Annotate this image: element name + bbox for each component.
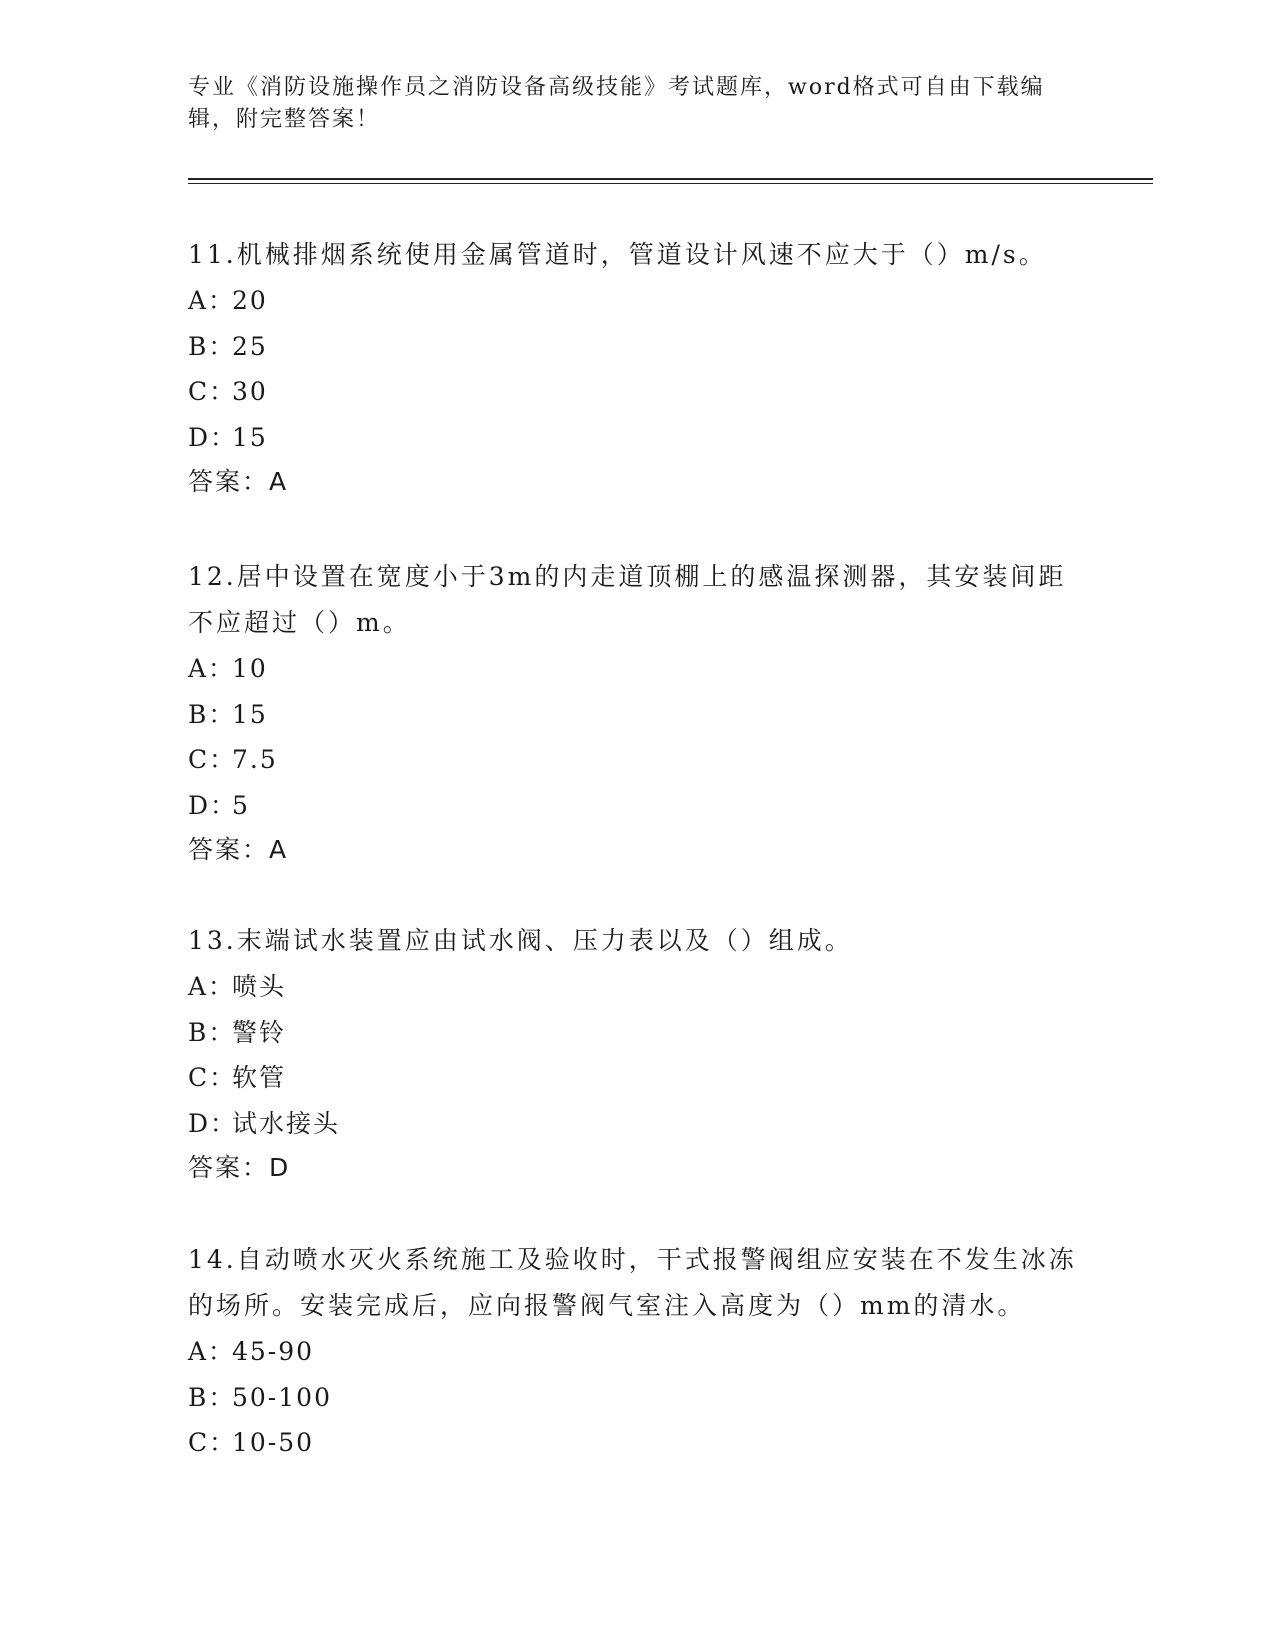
option-value: 喷头 (232, 972, 287, 1001)
option-key: A： (188, 286, 236, 315)
option-key: B： (188, 1017, 236, 1047)
answer: 答案：D (188, 1153, 291, 1182)
option-value: 20 (232, 286, 268, 315)
option-key: B： (188, 331, 236, 361)
option-value: 软管 (232, 1063, 287, 1092)
option-value: 7.5 (232, 745, 278, 774)
option-value: 10-50 (232, 1428, 315, 1457)
option-b (188, 1375, 1088, 1421)
option-c (188, 737, 1088, 783)
option-key: B： (188, 1382, 236, 1412)
option-d (188, 1101, 1088, 1147)
question-text: 11.机械排烟系统使用金属管道时，管道设计风速不应大于（）m/s。 (188, 240, 1047, 269)
option-value: 试水接头 (232, 1108, 341, 1138)
answer: 答案：A (188, 467, 289, 496)
question-text: 12.居中设置在宽度小于3m的内走道顶棚上的感温探测器，其安装间距不应超过（）m。 (188, 562, 1067, 637)
option-key: C： (188, 1428, 237, 1457)
option-a (188, 1329, 1088, 1375)
option-c (188, 1055, 1088, 1101)
option-key: C： (188, 745, 237, 774)
option-key: A： (188, 654, 236, 683)
question-11 (188, 232, 1088, 504)
option-b (188, 692, 1088, 738)
answer: 答案：A (188, 835, 289, 864)
option-value: 5 (232, 790, 250, 820)
document-header: 专业《消防设施操作员之消防设备高级技能》考试题库，word格式可自由下载编辑，附完整答案！ (188, 75, 1045, 132)
option-key: D： (188, 790, 238, 820)
question-text: 14.自动喷水灭火系统施工及验收时，干式报警阀组应安装在不发生冰冻的场所。安装完成后，应向报警阀气室注入高度为（）mm的清水。 (188, 1245, 1077, 1320)
question-13 (188, 918, 1088, 1190)
option-key: A： (188, 972, 236, 1001)
option-value: 警铃 (232, 1017, 287, 1047)
question-14 (188, 1237, 1088, 1466)
header-divider (188, 178, 1153, 180)
option-key: C： (188, 1063, 237, 1092)
option-a (188, 278, 1088, 324)
option-value: 15 (232, 699, 268, 729)
option-value: 30 (232, 377, 268, 406)
option-d (188, 415, 1088, 461)
option-value: 45-90 (232, 1337, 315, 1366)
option-key: C： (188, 377, 237, 406)
option-b (188, 324, 1088, 370)
option-value: 15 (232, 422, 268, 452)
option-key: D： (188, 1108, 238, 1138)
option-a (188, 646, 1088, 692)
option-key: B： (188, 699, 236, 729)
option-key: A： (188, 1337, 236, 1366)
option-d (188, 783, 1088, 829)
option-key: D： (188, 422, 238, 452)
option-c (188, 1420, 1088, 1466)
question-12 (188, 554, 1088, 872)
option-b (188, 1010, 1088, 1056)
header-divider-thin (188, 183, 1153, 184)
option-a (188, 964, 1088, 1010)
question-text: 13.末端试水装置应由试水阀、压力表以及（）组成。 (188, 926, 853, 955)
option-c (188, 369, 1088, 415)
option-value: 25 (232, 331, 268, 361)
option-value: 10 (232, 654, 268, 683)
option-value: 50-100 (232, 1382, 332, 1412)
